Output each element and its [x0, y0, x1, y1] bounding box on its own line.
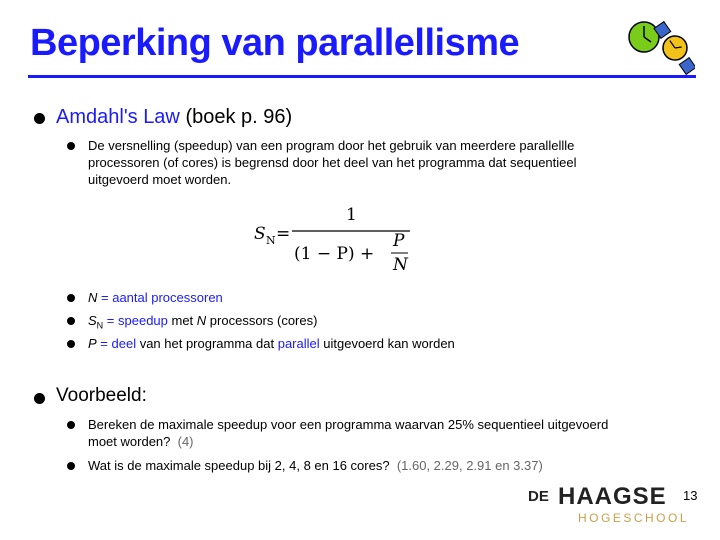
formula-lhs-sub: N — [266, 234, 276, 247]
q1-line: Bereken de maximale speedup voor een programma waarvan 25% sequentieel uitgevoerd — [88, 417, 609, 432]
bullet — [34, 393, 45, 404]
def-term: aantal processoren — [112, 290, 223, 305]
def-symbol: P — [88, 336, 97, 351]
amdahl-formula — [252, 200, 422, 280]
def-eq: = — [97, 290, 113, 305]
q2-answer: (1.60, 2.29, 2.91 en 3.37) — [396, 458, 543, 473]
def-p — [88, 335, 455, 352]
logo-de: DE — [528, 488, 549, 505]
amdahl-heading-ref: (boek p. 96) — [179, 106, 293, 128]
formula-numerator: 1 — [346, 205, 357, 225]
example-question-2 — [88, 457, 543, 474]
bullet — [67, 421, 75, 429]
desc-line: De versnelling (speedup) van een program door het gebruik van meerdere parallellle — [88, 138, 575, 153]
formula-frac-den: N — [393, 255, 408, 275]
clock-satellite-icon — [625, 18, 695, 78]
def-term: speedup — [118, 313, 168, 328]
formula-den-left: (1 − P) + — [294, 244, 375, 264]
def-term: parallel — [277, 336, 320, 351]
formula-lhs: S — [254, 224, 266, 244]
def-symbol: N — [196, 313, 207, 328]
def-symbol: N — [88, 290, 98, 305]
desc-line: uitgevoerd moet worden. — [88, 172, 232, 187]
def-symbol: S — [88, 313, 97, 328]
q1-answer: (4) — [177, 434, 194, 449]
def-n — [88, 289, 223, 306]
def-text: van het programma dat — [136, 336, 278, 351]
example-heading: Voorbeeld: — [56, 385, 147, 406]
amdahl-description — [88, 137, 577, 188]
formula-frac-num: P — [393, 231, 405, 251]
slide-title: Beperking van parallellisme — [30, 22, 520, 64]
def-eq: = — [96, 336, 112, 351]
def-text: processors (cores) — [206, 313, 318, 328]
formula-eq: = — [276, 224, 291, 244]
def-text: met — [167, 313, 197, 328]
def-symbol-sub: N — [96, 320, 104, 331]
bullet — [67, 340, 75, 348]
example-question-1 — [88, 416, 608, 450]
amdahl-heading — [56, 106, 292, 129]
logo-haagse: HAAGSE — [558, 483, 667, 510]
def-term: deel — [111, 336, 137, 351]
title-rule — [28, 75, 696, 78]
bullet — [67, 142, 75, 150]
desc-line: processoren (of cores) is begrensd door het deel van het programma dat sequentieel — [88, 155, 577, 170]
def-eq: = — [103, 313, 118, 328]
logo-hogeschool: HOGESCHOOL — [578, 511, 690, 525]
def-text: uitgevoerd kan worden — [319, 336, 455, 351]
page-number: 13 — [683, 488, 698, 503]
q2-text: Wat is de maximale speedup bij 2, 4, 8 en 16 cores? — [88, 458, 390, 473]
haagse-hogeschool-logo — [528, 480, 698, 530]
def-sn — [88, 312, 317, 335]
bullet — [67, 462, 75, 470]
amdahl-heading-main: Amdahl's Law — [56, 106, 180, 128]
bullet — [67, 317, 75, 325]
q1-line: moet worden? — [88, 434, 171, 449]
bullet — [34, 113, 45, 124]
bullet — [67, 294, 75, 302]
